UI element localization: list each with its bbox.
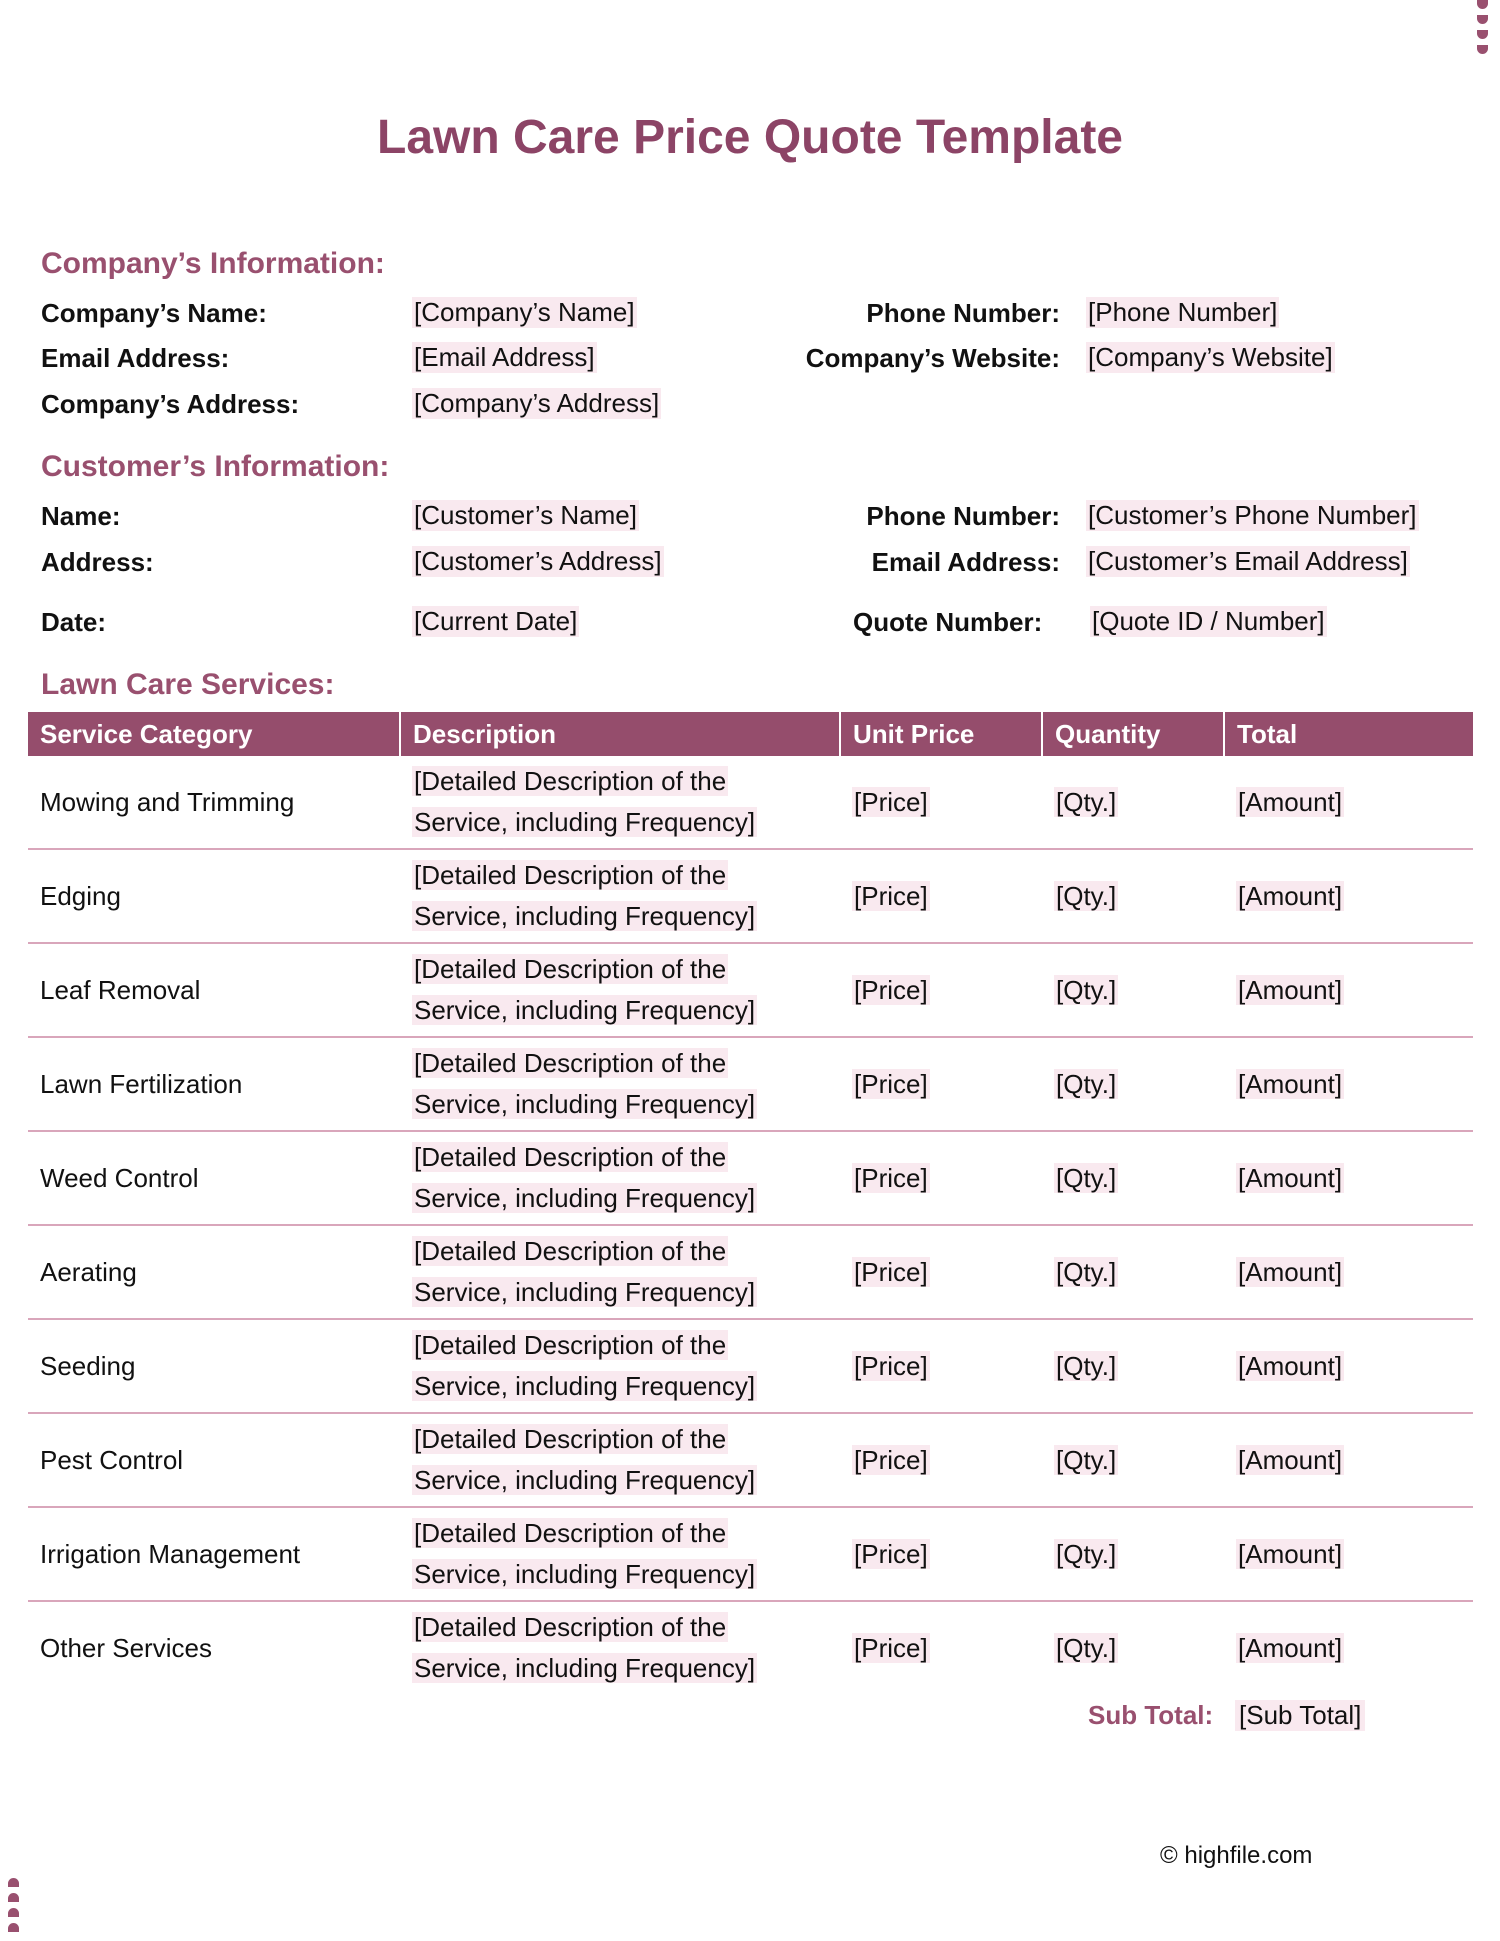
unit-price-cell — [840, 1225, 1042, 1319]
total-cell — [1224, 756, 1473, 849]
table-row — [28, 1319, 1473, 1413]
quantity-field[interactable]: [Qty.] — [1056, 880, 1117, 911]
description-line-1[interactable]: [Detailed Description of the — [414, 766, 727, 796]
company-address-field[interactable]: [Company’s Address] — [414, 388, 660, 418]
total-field[interactable]: [Amount] — [1238, 974, 1343, 1005]
unit-price-cell — [840, 1131, 1042, 1225]
description-cell — [400, 849, 840, 943]
company-phone-label: Phone Number: — [866, 298, 1060, 328]
service-category-cell — [28, 756, 400, 849]
service-category-cell — [28, 1507, 400, 1601]
column-header: Unit Price — [840, 712, 1042, 756]
service-category: Edging — [40, 880, 121, 911]
description-cell — [400, 1225, 840, 1319]
unit-price-field[interactable]: [Price] — [854, 1538, 928, 1569]
quantity-field[interactable]: [Qty.] — [1056, 786, 1117, 817]
column-header: Service Category — [28, 712, 400, 756]
company-website-field[interactable]: [Company’s Website] — [1088, 342, 1333, 372]
customer-email-field[interactable]: [Customer’s Email Address] — [1088, 546, 1408, 576]
corner-decoration-top — [1477, 0, 1488, 60]
total-field[interactable]: [Amount] — [1238, 1068, 1343, 1099]
description-line-2[interactable]: Service, including Frequency] — [414, 901, 756, 931]
description-line-1[interactable]: [Detailed Description of the — [414, 1330, 727, 1360]
service-category: Aerating — [40, 1256, 137, 1287]
description-line-2[interactable]: Service, including Frequency] — [414, 995, 756, 1025]
unit-price-field[interactable]: [Price] — [854, 1162, 928, 1193]
description-line-1[interactable]: [Detailed Description of the — [414, 1048, 727, 1078]
unit-price-cell — [840, 1037, 1042, 1131]
service-category: Seeding — [40, 1350, 136, 1381]
table-row — [28, 849, 1473, 943]
customer-name-label: Name: — [41, 501, 121, 531]
description-line-2[interactable]: Service, including Frequency] — [414, 1277, 756, 1307]
quantity-cell — [1042, 1037, 1224, 1131]
total-cell — [1224, 1225, 1473, 1319]
table-row — [28, 1131, 1473, 1225]
customer-name-field[interactable]: [Customer’s Name] — [414, 500, 637, 530]
description-line-1[interactable]: [Detailed Description of the — [414, 1518, 727, 1548]
quote-number-field[interactable]: [Quote ID / Number] — [1092, 606, 1325, 636]
quantity-cell — [1042, 1225, 1224, 1319]
services-heading: Lawn Care Services: — [41, 668, 335, 701]
service-category: Leaf Removal — [40, 974, 201, 1005]
description-line-2[interactable]: Service, including Frequency] — [414, 1183, 756, 1213]
service-category-cell — [28, 849, 400, 943]
total-cell — [1224, 1413, 1473, 1507]
customer-address-label: Address: — [41, 547, 154, 577]
subtotal-label: Sub Total: — [1088, 1700, 1214, 1730]
total-field[interactable]: [Amount] — [1238, 1256, 1343, 1287]
description-line-2[interactable]: Service, including Frequency] — [414, 1089, 756, 1119]
unit-price-field[interactable]: [Price] — [854, 974, 928, 1005]
quantity-field[interactable]: [Qty.] — [1056, 974, 1117, 1005]
service-category-cell — [28, 1601, 400, 1694]
company-name-label: Company’s Name: — [41, 298, 267, 328]
description-line-1[interactable]: [Detailed Description of the — [414, 1612, 727, 1642]
services-table — [28, 712, 1473, 1694]
unit-price-field[interactable]: [Price] — [854, 1632, 928, 1663]
description-line-1[interactable]: [Detailed Description of the — [414, 954, 727, 984]
unit-price-cell — [840, 1601, 1042, 1694]
unit-price-cell — [840, 943, 1042, 1037]
description-line-1[interactable]: [Detailed Description of the — [414, 860, 727, 890]
service-category-cell — [28, 1319, 400, 1413]
table-header-row — [28, 712, 1473, 756]
unit-price-field[interactable]: [Price] — [854, 880, 928, 911]
quantity-field[interactable]: [Qty.] — [1056, 1068, 1117, 1099]
total-cell — [1224, 1601, 1473, 1694]
quantity-field[interactable]: [Qty.] — [1056, 1632, 1117, 1663]
description-line-1[interactable]: [Detailed Description of the — [414, 1236, 727, 1266]
customer-phone-field[interactable]: [Customer’s Phone Number] — [1088, 500, 1417, 530]
table-row — [28, 1601, 1473, 1694]
unit-price-cell — [840, 756, 1042, 849]
company-email-field[interactable]: [Email Address] — [414, 342, 595, 372]
total-field[interactable]: [Amount] — [1238, 1538, 1343, 1569]
total-cell — [1224, 1037, 1473, 1131]
description-line-1[interactable]: [Detailed Description of the — [414, 1142, 727, 1172]
quantity-cell — [1042, 849, 1224, 943]
quantity-field[interactable]: [Qty.] — [1056, 1162, 1117, 1193]
service-category: Pest Control — [40, 1444, 184, 1475]
company-name-field[interactable]: [Company’s Name] — [414, 297, 635, 327]
column-header: Quantity — [1042, 712, 1224, 756]
quantity-field[interactable]: [Qty.] — [1056, 1350, 1117, 1381]
description-line-1[interactable]: [Detailed Description of the — [414, 1424, 727, 1454]
service-category: Other Services — [40, 1632, 212, 1663]
date-field[interactable]: [Current Date] — [414, 606, 578, 636]
service-category-cell — [28, 1413, 400, 1507]
table-row — [28, 1037, 1473, 1131]
total-field[interactable]: [Amount] — [1238, 786, 1343, 817]
unit-price-cell — [840, 849, 1042, 943]
customer-info-heading: Customer’s Information: — [41, 450, 390, 483]
description-line-2[interactable]: Service, including Frequency] — [414, 1371, 756, 1401]
date-label: Date: — [41, 607, 107, 637]
unit-price-field[interactable]: [Price] — [854, 786, 928, 817]
table-row — [28, 1507, 1473, 1601]
unit-price-cell — [840, 1413, 1042, 1507]
customer-phone-label: Phone Number: — [866, 501, 1060, 531]
company-email-label: Email Address: — [41, 343, 230, 373]
description-cell — [400, 756, 840, 849]
table-row — [28, 1225, 1473, 1319]
total-cell — [1224, 1319, 1473, 1413]
unit-price-field[interactable]: [Price] — [854, 1350, 928, 1381]
quantity-cell — [1042, 943, 1224, 1037]
unit-price-field[interactable]: [Price] — [854, 1256, 928, 1287]
service-category-cell — [28, 943, 400, 1037]
description-cell — [400, 1601, 840, 1694]
description-line-2[interactable]: Service, including Frequency] — [414, 807, 756, 837]
unit-price-field[interactable]: [Price] — [854, 1444, 928, 1475]
company-website-label: Company’s Website: — [805, 343, 1060, 373]
customer-email-label: Email Address: — [871, 547, 1060, 577]
quantity-cell — [1042, 1507, 1224, 1601]
quote-number-label: Quote Number: — [853, 607, 1043, 637]
table-row — [28, 943, 1473, 1037]
service-category-cell — [28, 1225, 400, 1319]
subtotal-field[interactable]: [Sub Total] — [1235, 1700, 1365, 1731]
service-category-cell — [28, 1131, 400, 1225]
company-info-heading: Company’s Information: — [41, 247, 385, 280]
service-category: Weed Control — [40, 1162, 199, 1193]
total-field[interactable]: [Amount] — [1238, 1350, 1343, 1381]
description-cell — [400, 943, 840, 1037]
copyright-footer: © highfile.com — [1160, 1842, 1313, 1869]
quantity-cell — [1042, 1413, 1224, 1507]
description-cell — [400, 1037, 840, 1131]
company-phone-field[interactable]: [Phone Number] — [1088, 297, 1278, 327]
description-cell — [400, 1413, 840, 1507]
company-address-label: Company’s Address: — [41, 389, 300, 419]
service-category: Mowing and Trimming — [40, 786, 295, 817]
description-cell — [400, 1131, 840, 1225]
total-field[interactable]: [Amount] — [1238, 1162, 1343, 1193]
total-field[interactable]: [Amount] — [1238, 1444, 1343, 1475]
quantity-field[interactable]: [Qty.] — [1056, 1256, 1117, 1287]
customer-address-field[interactable]: [Customer’s Address] — [414, 546, 662, 576]
description-line-2[interactable]: Service, including Frequency] — [414, 1465, 756, 1495]
description-cell — [400, 1507, 840, 1601]
quantity-cell — [1042, 756, 1224, 849]
total-cell — [1224, 943, 1473, 1037]
total-field[interactable]: [Amount] — [1238, 880, 1343, 911]
column-header: Total — [1224, 712, 1473, 756]
quantity-cell — [1042, 1319, 1224, 1413]
table-row — [28, 1413, 1473, 1507]
description-line-2[interactable]: Service, including Frequency] — [414, 1559, 756, 1589]
unit-price-cell — [840, 1507, 1042, 1601]
description-line-2[interactable]: Service, including Frequency] — [414, 1653, 756, 1683]
description-cell — [400, 1319, 840, 1413]
unit-price-cell — [840, 1319, 1042, 1413]
total-field[interactable]: [Amount] — [1238, 1632, 1343, 1663]
column-header: Description — [400, 712, 840, 756]
table-row — [28, 756, 1473, 849]
total-cell — [1224, 1507, 1473, 1601]
unit-price-field[interactable]: [Price] — [854, 1068, 928, 1099]
total-cell — [1224, 849, 1473, 943]
service-category: Lawn Fertilization — [40, 1068, 243, 1099]
service-category: Irrigation Management — [40, 1538, 301, 1569]
quantity-cell — [1042, 1601, 1224, 1694]
total-cell — [1224, 1131, 1473, 1225]
quantity-cell — [1042, 1131, 1224, 1225]
page-title: Lawn Care Price Quote Template — [377, 111, 1123, 164]
quantity-field[interactable]: [Qty.] — [1056, 1444, 1117, 1475]
service-category-cell — [28, 1037, 400, 1131]
corner-decoration-bottom — [8, 1878, 19, 1938]
quantity-field[interactable]: [Qty.] — [1056, 1538, 1117, 1569]
